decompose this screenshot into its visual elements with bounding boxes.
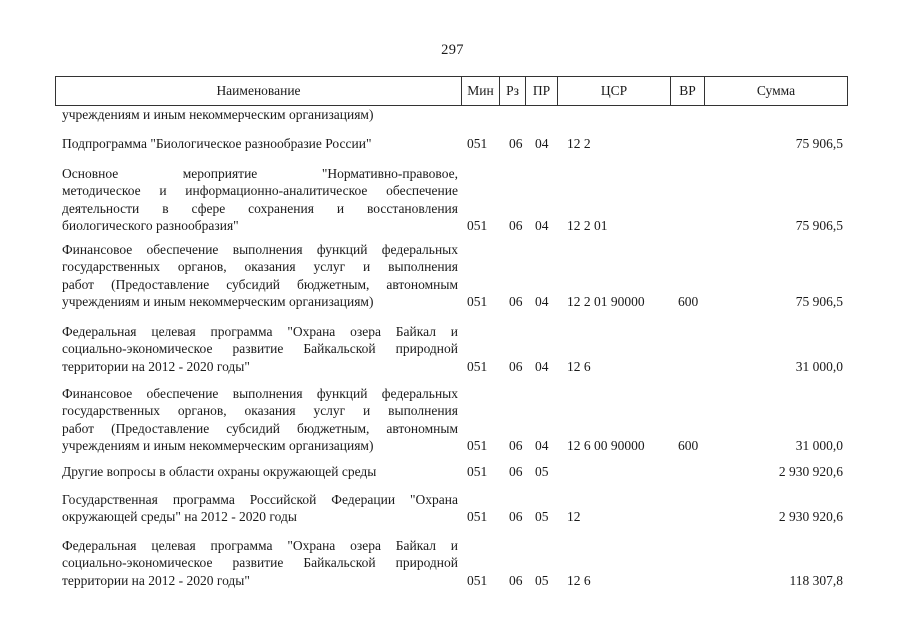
row-name	[62, 537, 458, 589]
row-name-line: Подпрограмма "Биологическое разнообразие России"	[62, 136, 372, 151]
table-header	[55, 76, 848, 106]
row-pr: 05	[535, 572, 549, 588]
row-pr: 05	[535, 509, 549, 525]
row-name-line: государственных органов, оказания услуг и выполнения	[62, 403, 458, 419]
row-vr: 600	[678, 294, 699, 310]
row-name-line: Другие вопросы в области охраны окружающей среды	[62, 464, 377, 479]
row-rz: 06	[509, 294, 523, 310]
row-name-line: территории на 2012 - 2020 годы"	[62, 358, 250, 374]
row-name	[62, 385, 458, 455]
row-sum: 31 000,0	[795, 438, 843, 454]
row-name-line: учреждениям и иным некоммерческим организациям)	[62, 438, 374, 454]
row-csr: 12 6 00 90000	[567, 438, 645, 454]
row-pr: 04	[535, 136, 549, 151]
header-pr: ПР	[526, 77, 558, 105]
row-csr: 12	[567, 509, 581, 525]
row-name-line: деятельности в сфере сохранения и восстановления	[62, 200, 458, 216]
row-name	[62, 463, 458, 480]
page-number: 297	[441, 42, 464, 58]
row-name-line: Финансовое обеспечение выполнения функций федеральных	[62, 386, 458, 401]
row-min: 051	[467, 509, 488, 525]
header-min: Мин	[462, 77, 500, 105]
row-name-line: биологического разнообразия"	[62, 218, 239, 234]
row-min: 051	[467, 438, 488, 454]
header-sum: Сумма	[756, 83, 796, 98]
row-name	[62, 135, 458, 152]
row-pr: 04	[535, 358, 549, 374]
row-pr: 04	[535, 294, 549, 310]
row-pr: 05	[535, 464, 549, 479]
row-pr: 04	[535, 438, 549, 454]
row-rz: 06	[509, 509, 523, 525]
row-name-line: работ (Предоставление субсидий бюджетным, автономным	[62, 276, 458, 292]
continuation-line: учреждениям и иным некоммерческим организациям)	[62, 107, 374, 122]
row-sum: 2 930 920,6	[778, 464, 843, 479]
row-name-line: учреждениям и иным некоммерческим организациям)	[62, 294, 374, 310]
row-sum: 31 000,0	[795, 358, 843, 374]
row-name-line: Основное мероприятие "Нормативно-правовое,	[62, 166, 458, 181]
row-name	[62, 165, 458, 235]
row-name-line: Федеральная целевая программа "Охрана озера Байкал и	[62, 324, 458, 339]
row-rz: 06	[509, 218, 523, 234]
row-min: 051	[467, 294, 488, 310]
row-name-line: окружающей среды" на 2012 - 2020 годы	[62, 509, 297, 525]
row-csr: 12 2 01 90000	[567, 294, 645, 310]
row-name-line: Государственная программа Российской Федерации "Охрана	[62, 492, 458, 507]
row-pr: 04	[535, 218, 549, 234]
row-csr: 12 2 01	[567, 218, 608, 234]
row-name-line: методическое и информационно-аналитическое обеспечение	[62, 183, 458, 199]
row-min: 051	[467, 218, 488, 234]
row-name-line: Федеральная целевая программа "Охрана озера Байкал и	[62, 538, 458, 553]
row-min: 051	[467, 572, 488, 588]
row-sum: 75 906,5	[795, 294, 843, 310]
row-name-line: работ (Предоставление субсидий бюджетным, автономным	[62, 420, 458, 436]
row-name	[62, 323, 458, 375]
row-rz: 06	[509, 464, 523, 479]
row-min: 051	[467, 136, 488, 151]
row-name	[62, 491, 458, 526]
header-name: Наименование	[56, 77, 462, 105]
row-name	[62, 241, 458, 311]
header-csr: ЦСР	[558, 77, 671, 105]
row-name-line: социально-экономическое развитие Байкальской природной	[62, 555, 458, 571]
row-sum: 2 930 920,6	[778, 509, 843, 525]
row-rz: 06	[509, 572, 523, 588]
header-vr: ВР	[671, 77, 705, 105]
row-name-line: социально-экономическое развитие Байкальской природной	[62, 341, 458, 357]
header-rz: Рз	[500, 77, 526, 105]
row-csr: 12 2	[567, 136, 591, 151]
row-rz: 06	[509, 136, 523, 151]
row-rz: 06	[509, 438, 523, 454]
row-rz: 06	[509, 358, 523, 374]
row-sum: 75 906,5	[795, 136, 843, 151]
row-vr: 600	[678, 438, 699, 454]
row-csr: 12 6	[567, 572, 591, 588]
row-sum: 118 307,8	[789, 572, 843, 588]
row-min: 051	[467, 358, 488, 374]
row-name-line: государственных органов, оказания услуг и выполнения	[62, 259, 458, 275]
row-csr: 12 6	[567, 358, 591, 374]
row-min: 051	[467, 464, 488, 479]
row-sum: 75 906,5	[795, 218, 843, 234]
row-name-line: Финансовое обеспечение выполнения функций федеральных	[62, 242, 458, 257]
row-name-line: территории на 2012 - 2020 годы"	[62, 572, 250, 588]
